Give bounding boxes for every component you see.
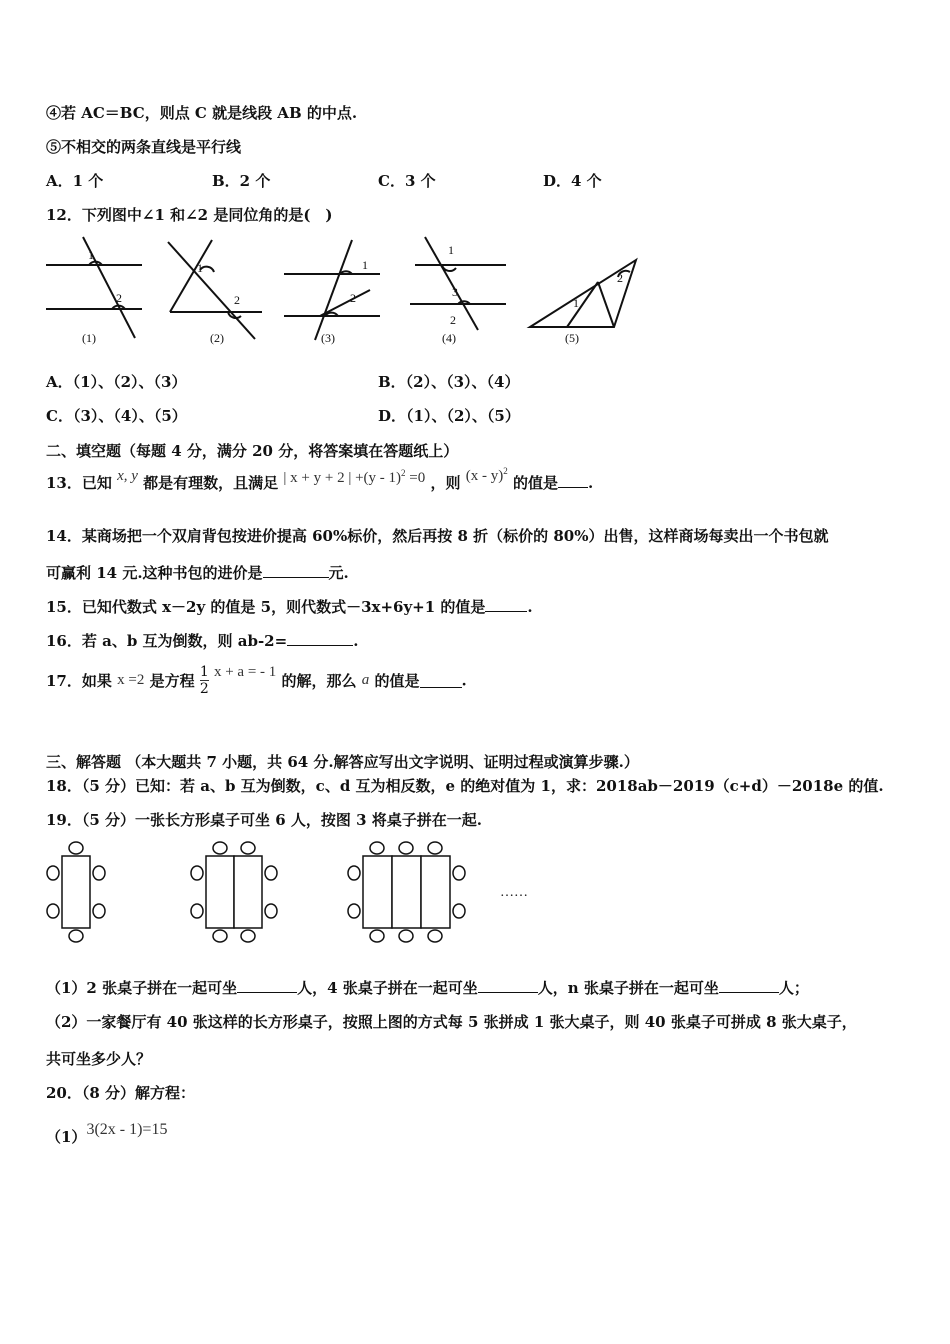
three-tables xyxy=(348,842,465,942)
statement-4: ④若 AC＝BC，则点 C 就是线段 AB 的中点. xyxy=(46,104,358,122)
caption-1: (1) xyxy=(82,331,96,345)
q11-option-a: A．1 个 xyxy=(46,172,104,190)
q11-option-d: D．4 个 xyxy=(543,172,602,190)
q11-option-c: C．3 个 xyxy=(378,172,436,190)
table-arrangement-figure xyxy=(40,838,560,950)
two-tables xyxy=(191,842,277,942)
q13: 13．已知 x, y 都是有理数，且满足 | x + y + 2 | +(y - 1)$^2$ =0 ，则 (x - y)$^2$ 的值是 . xyxy=(46,466,594,492)
equation-1: 3(2x - 1)=15 xyxy=(86,1121,168,1138)
figure-1 xyxy=(46,237,142,338)
fig2-angle-2: 2 xyxy=(234,293,240,307)
fig4-angle-1: 1 xyxy=(448,243,454,257)
section-2-heading: 二、填空题（每题 4 分，满分 20 分，将答案填在答题纸上） xyxy=(46,442,459,460)
statement-5: ⑤不相交的两条直线是平行线 xyxy=(46,138,242,156)
one-table xyxy=(47,842,105,942)
q18: 18．（5 分）已知：若 a、b 互为倒数，c、d 互为相反数，e 的绝对值为 1，求：2018ab－2019（c+d）－2018e 的值. xyxy=(46,777,884,795)
q19-part1: （1）2 张桌子拼在一起可坐 人，4 张桌子拼在一起可坐 人，n 张桌子拼在一起可坐 人； xyxy=(46,979,809,997)
q16-blank xyxy=(287,632,353,646)
fig4-angle-3: 3 xyxy=(452,285,458,299)
q19-part2-line2: 共可坐多少人？ xyxy=(46,1050,152,1068)
q19-blank-1 xyxy=(237,979,297,993)
fig3-angle-2: 2 xyxy=(350,291,356,305)
q17-blank xyxy=(420,674,462,688)
fig2-angle-1: 1 xyxy=(197,261,203,275)
q12-option-b: B．（2）、（3）、（4） xyxy=(378,373,520,391)
q19-stem: 19．（5 分）一张长方形桌子可坐 6 人，按图 3 将桌子拼在一起. xyxy=(46,811,483,829)
fig4-angle-2: 2 xyxy=(450,313,456,327)
q14-line1: 14．某商场把一个双肩背包按进价提高 60%标价，然后再按 8 折（标价的 80%）出售，这样商场每卖出一个书包就 xyxy=(46,527,829,545)
q11-option-b: B．2 个 xyxy=(212,172,271,190)
section-3-heading: 三、解答题 （本大题共 7 小题，共 64 分.解答应写出文字说明、证明过程或演算步骤.） xyxy=(46,753,639,771)
fig1-angle-2: 2 xyxy=(116,291,122,305)
q15-blank xyxy=(485,598,527,612)
angle-figures xyxy=(40,232,650,352)
q13-blank xyxy=(558,474,588,488)
q12-option-d: D．（1）、（2）、（5） xyxy=(378,407,520,425)
figure-3 xyxy=(284,240,380,340)
q12-option-c: C．（3）、（4）、（5） xyxy=(46,407,187,425)
figure-2 xyxy=(168,240,262,339)
caption-3: (3) xyxy=(321,331,335,345)
one-half-fraction: $\frac{1}{2}$ xyxy=(199,664,209,697)
q20-sub1: （1）3(2x - 1)=15 xyxy=(46,1121,168,1146)
q12-option-a: A．（1）、（2）、（3） xyxy=(46,373,187,391)
q19-blank-2 xyxy=(478,979,538,993)
q20-stem: 20．（8 分）解方程： xyxy=(46,1084,196,1102)
fig1-angle-1: 1 xyxy=(88,248,94,262)
caption-2: (2) xyxy=(210,331,224,345)
q16: 16．若 a、b 互为倒数，则 ab-2= . xyxy=(46,632,359,650)
fig5-angle-1: 1 xyxy=(573,296,579,310)
q17: 17．如果 x =2 是方程 $\frac{1}{2}$ x + a = - 1 的解，那么 a 的值是 . xyxy=(46,664,467,697)
figure-4 xyxy=(410,237,506,330)
q15: 15．已知代数式 x－2y 的值是 5，则代数式－3x+6y+1 的值是 . xyxy=(46,598,533,616)
fig3-angle-1: 1 xyxy=(362,258,368,272)
pattern-ellipsis: …… xyxy=(500,885,528,900)
q14-blank xyxy=(263,564,329,578)
q19-part2-line1: （2）一家餐厅有 40 张这样的长方形桌子，按照上图的方式每 5 张拼成 1 张大桌子，则 40 张桌子可拼成 8 张大桌子， xyxy=(46,1013,857,1031)
q14-line2: 可赢利 14 元.这种书包的进价是 元. xyxy=(46,564,349,582)
caption-4: (4) xyxy=(442,331,456,345)
fig5-angle-2: 2 xyxy=(617,271,623,285)
caption-5: (5) xyxy=(565,331,579,345)
q19-blank-3 xyxy=(719,979,779,993)
q12-stem: 12．下列图中∠1 和∠2 是同位角的是( ) xyxy=(46,206,333,224)
